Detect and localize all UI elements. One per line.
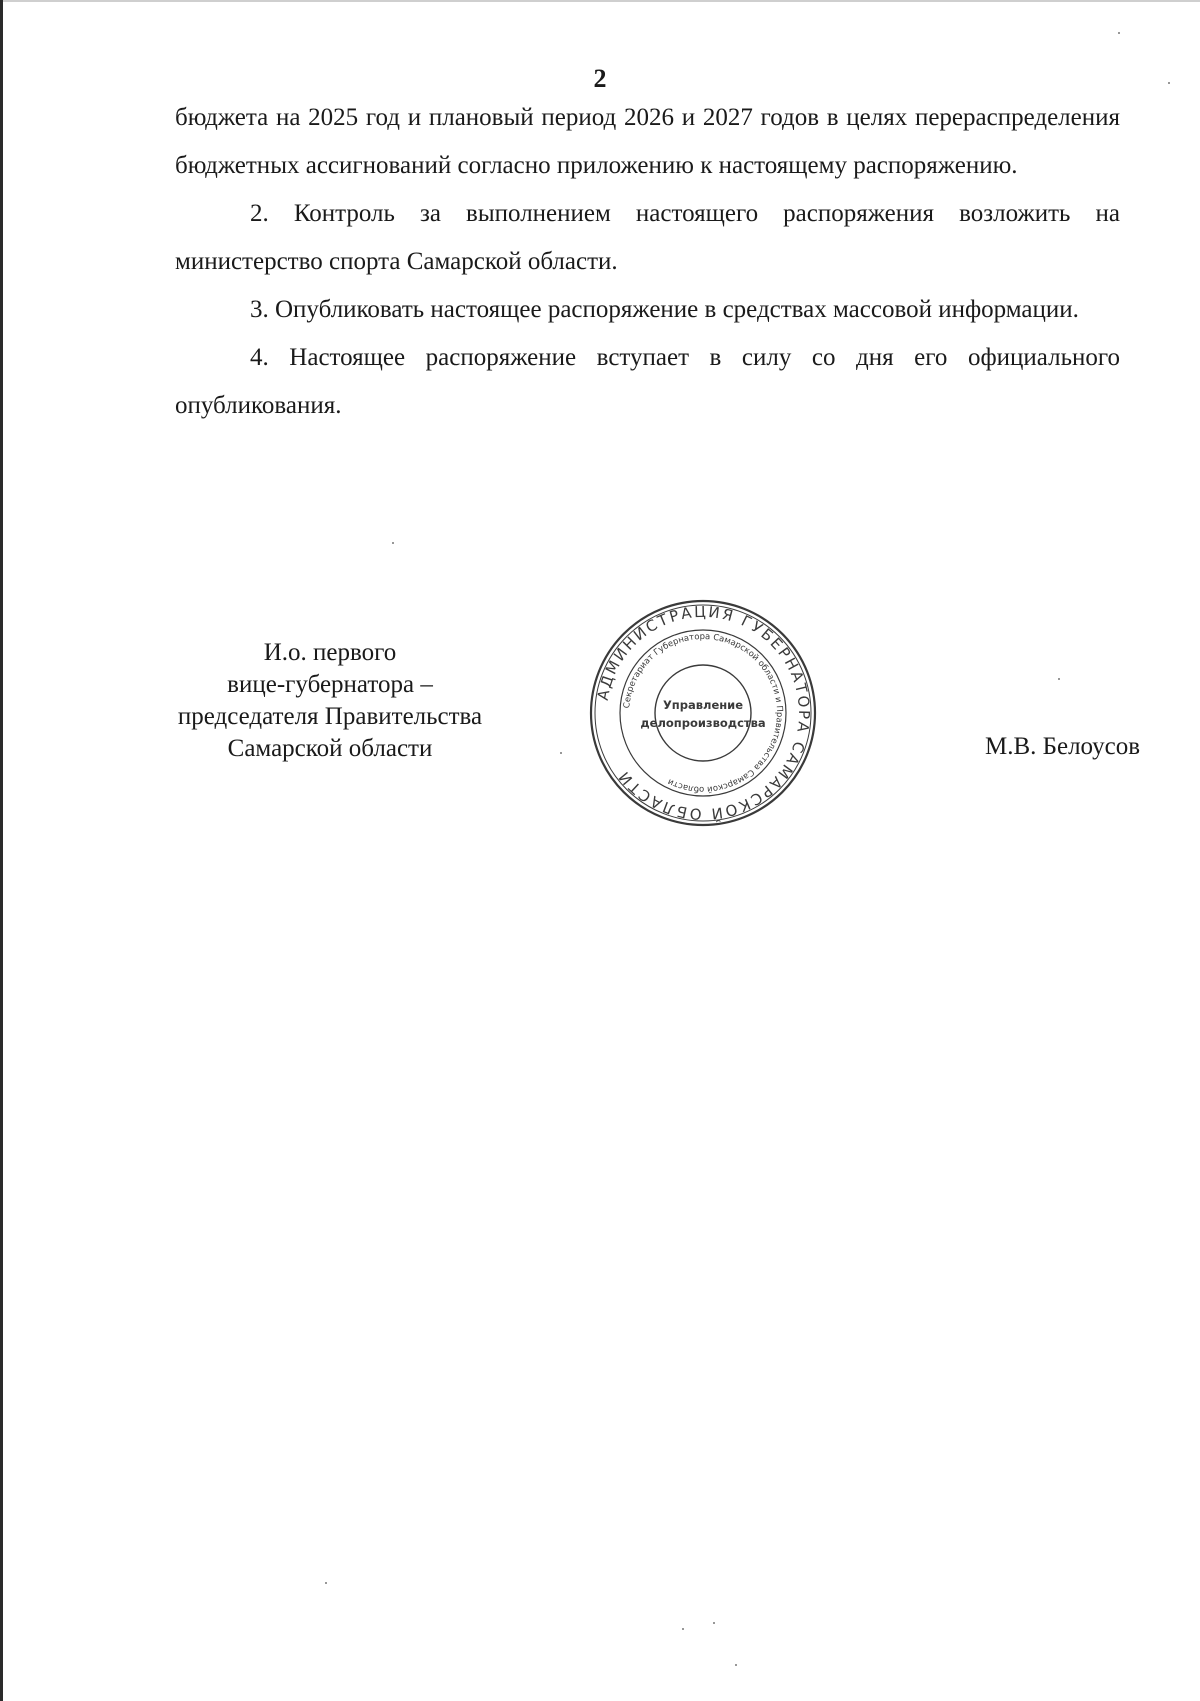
scan-speck [1168, 82, 1170, 84]
position-line: И.о. первого [263, 639, 397, 666]
stamp-center-line-2: делопроизводства [640, 716, 766, 730]
stamp-middle-ring [620, 630, 786, 796]
scan-speck [325, 1582, 327, 1584]
stamp-middle-text: Секретариат Губернатора Самарской области и Правительства Самарской области [622, 631, 785, 795]
position-line: председателя Правительства [177, 703, 483, 730]
stamp-center-line-1: Управление [662, 698, 744, 712]
scan-speck [560, 752, 562, 754]
position-line: Самарской области [227, 735, 433, 762]
page-number: 2 [593, 64, 607, 93]
scan-speck [682, 1628, 684, 1630]
scan-top-edge [0, 0, 1200, 2]
paragraph-item-3: 3. Опубликовать настоящее распоряжение в средствах массовой информации. [250, 296, 1079, 323]
stamp-outer-text: АДМИНИСТРАЦИЯ ГУБЕРНАТОРА САМАРСКОЙ ОБЛАСТИ [593, 602, 814, 824]
official-seal-stamp [588, 598, 818, 828]
scan-speck [735, 1664, 737, 1666]
stamp-center-ring [655, 665, 751, 761]
signatory-position [140, 637, 520, 765]
paragraph-item-2: 2. Контроль за выполнением настоящего распоряжения возложить на министерство спорта Самарской области. [175, 200, 1120, 275]
paragraph-continuation: бюджета на 2025 год и плановый период 2026 и 2027 годов в целях перераспределения бюджетных ассигнований согласно приложению к настоящему распоряжению. [175, 104, 1120, 179]
paragraph-item-4: 4. Настоящее распоряжение вступает в силу со дня его официального опубликования. [175, 344, 1120, 419]
scan-speck [1118, 32, 1120, 34]
position-line: вице-губернатора – [227, 671, 433, 698]
scan-left-edge [0, 0, 3, 1701]
scan-speck [713, 1622, 715, 1624]
scan-speck [1058, 678, 1060, 680]
scan-speck [392, 542, 394, 544]
document-body [175, 94, 1120, 430]
signatory-name: М.В. Белоусов [984, 733, 1140, 760]
